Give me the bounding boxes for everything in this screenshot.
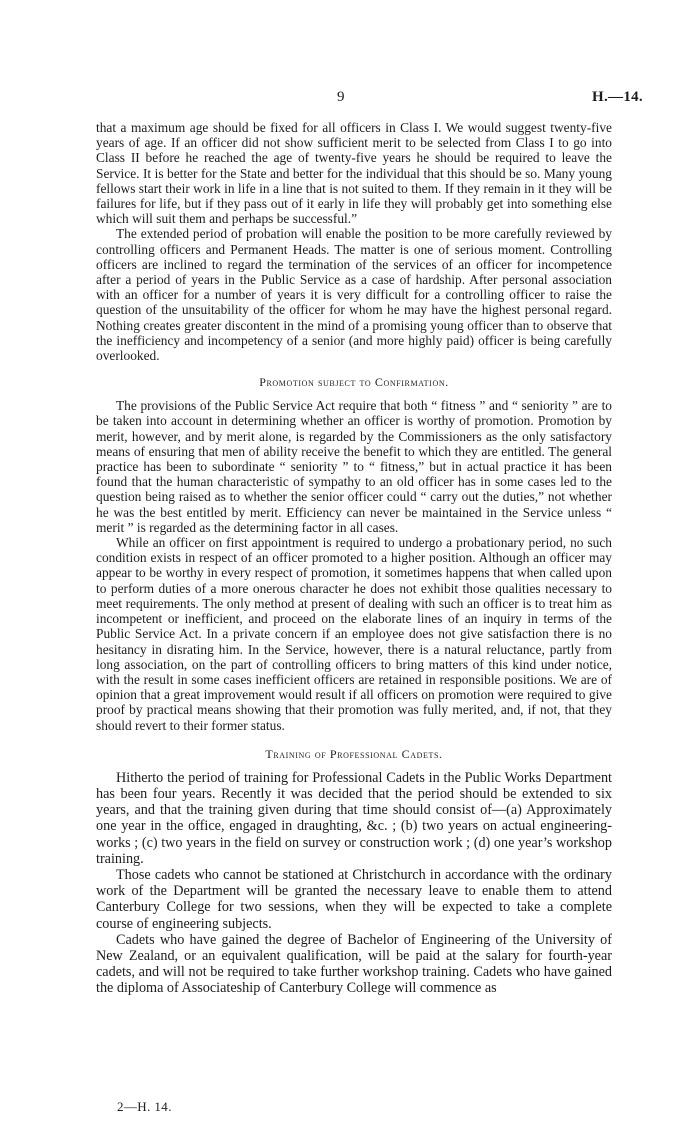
training-paragraph-3: Cadets who have gained the degree of Bachelor of Engineering of the University of New Zealand, or an equivalent qualification, will be paid at the salary for fourth-year cadets, and will not be required to take further workshop training. Cadets who have gained the diploma of Associateship of Canterbury College will commence as — [96, 931, 612, 997]
section-heading-training: Training of Professional Cadets. — [265, 746, 443, 761]
training-paragraph-2: Those cadets who cannot be stationed at Christchurch in accordance with the ordinary work of the Department will be granted the necessary leave to enable them to attend Canterbury College for two sessions, when they will be expected to take a complete course of engineering subjects. — [96, 866, 612, 932]
section-heading-promotion: Promotion subject to Confirmation. — [259, 375, 449, 390]
body-text — [96, 120, 612, 997]
promotion-paragraph-2: While an officer on first appointment is required to undergo a probationary period, no such condition exists in respect of an officer promoted to a higher position. Although an officer may appear to be worthy in every respect of promotion, it sometimes happens that when called upon to perform duties of a more onerous character he does not exhibit those qualities necessary to meet requirements. The only method at present of dealing with such an officer is to treat him as incompetent or inefficient, and proceed on the elaborate lines of an inquiry in terms of the Public Service Act. In a private concern if an employee does not give satisfaction there is no hesitancy in disrating him. In the Service, however, there is a natural reluctance, partly from long association, on the part of controlling officers to bring matters of this kind under notice, with the result in some cases inefficient officers are retained in responsible positions. We are of opinion that a great improvement would result if all officers on promotion were required to give proof by practical means showing that their promotion was fully merited, and, if not, that they should revert to their former status. — [96, 535, 612, 733]
page-number: 9 — [337, 89, 345, 105]
page-signature: 2—H. 14. — [117, 1099, 172, 1114]
training-paragraph-1: Hitherto the period of training for Professional Cadets in the Public Works Department has been four years. Recently it was decided that the period should be extended to six years, and that the training given during that time should consist of—(a) Approximately one year in the office, engaged in draughting, &c. ; (b) two years on actual engineering-works ; (c) two years in the field on survey or construction work ; (d) one year’s workshop training. — [96, 769, 612, 867]
section-training — [96, 747, 612, 997]
document-reference: H.—14. — [592, 89, 643, 105]
intro-paragraph-2: The extended period of probation will enable the position to be more carefully reviewed by controlling officers and Permanent Heads. The matter is one of serious moment. Controlling officers are inclined to regard the termination of the services of an officer for incompetence after a period of years in the Public Service as a case of hardship. After personal association with an officer for a number of years it is very difficult for a controlling officer to raise the question of the unsuitability of the officer for whom he may have the highest personal regard. Nothing creates greater discontent in the mind of a promising young officer than to observe that the inefficiency and incompetency of a senior (and more highly paid) officer is being carefully overlooked. — [96, 226, 612, 364]
intro-paragraph-1: that a maximum age should be fixed for all officers in Class I. We would suggest twenty-five years of age. If an officer did not show sufficient merit to be selected from Class I to go into Class II before he reached the age of twenty-five years he should be required to leave the Service. It is better for the State and better for the individual that this should be so. Many young fellows start their work in life in a line that is not suited to them. If they remain in it they will be failures for life, but if they pass out of it early in life they will probably get into something else which will suit them and perhaps be successful.” — [96, 120, 612, 227]
section-promotion — [96, 375, 612, 732]
promotion-paragraph-1: The provisions of the Public Service Act require that both “ fitness ” and “ seniority ” are to be taken into account in determining whether an officer is worthy of promotion. Promotion by merit, however, and by merit alone, is regarded by the Commissioners as the only satisfactory means of ensuring that men of ability receive the benefit to which they are entitled. The general practice has been to subordinate “ seniority ” to “ fitness,” but in actual practice it has been found that the human characteristic of sympathy to an old officer has in some cases led to the question being raised as to whether the senior officer could “ carry out the duties,” not whether he was the best entitled by merit. Efficiency can never be maintained in the Service unless “ merit ” is regarded as the determining factor in all cases. — [96, 398, 612, 535]
